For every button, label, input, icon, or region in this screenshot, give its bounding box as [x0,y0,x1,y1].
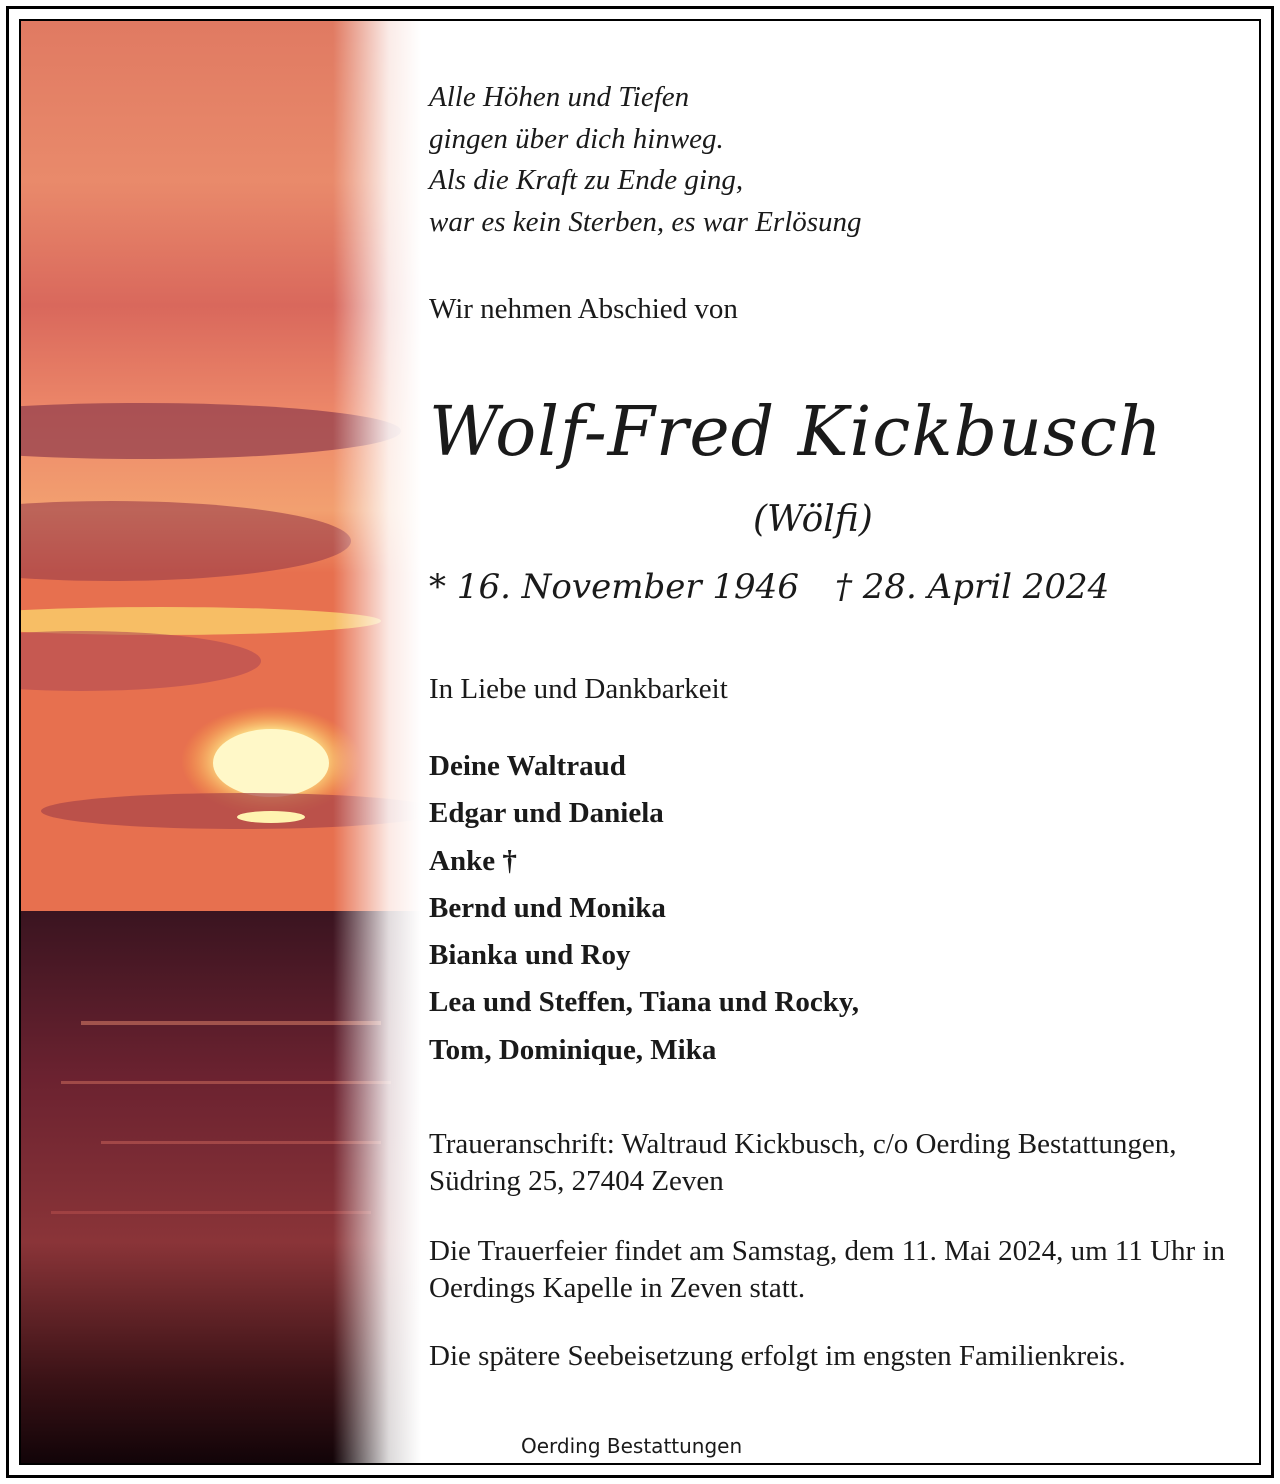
burial-info: Die spätere Seebeisetzung erfolgt im engsten Familienkreis. [429,1340,1126,1372]
mourning-address: Traueranschrift: Waltraud Kickbusch, c/o Oerding Bestattungen, Südring 25, 27404 Zeven [429,1128,1177,1197]
family-list [429,743,859,1074]
family-member: Anke † [429,844,517,877]
deceased-name: Wolf-Fred Kickbusch [429,393,1163,472]
family-member: Deine Waltraud [429,750,626,782]
poem-line: gingen über dich hinweg. [429,122,724,155]
sunset-image [21,21,421,1463]
obituary-card [19,19,1261,1465]
poem-line: Als die Kraft zu Ende ging, [429,164,744,196]
poem [429,77,862,243]
ceremony-info: Die Trauerfeier findet am Samstag, dem 11. Mai 2024, um 11 Uhr in Oerdings Kapelle in Zeven statt. [429,1235,1226,1304]
family-member: Bianka und Roy [429,939,631,972]
family-member: Edgar und Daniela [429,797,664,830]
sunset-sea-photo [21,21,421,1463]
deceased-nickname: (Wölfi) [753,499,873,540]
family-member: Lea und Steffen, Tiana und Rocky, [429,986,860,1019]
birth-date: * 16. November 1946 [429,567,799,607]
funeral-home-credit: Oerding Bestattungen [521,1434,743,1458]
life-dates [429,567,1109,607]
poem-line: war es kein Sterben, es war Erlösung [429,205,862,238]
family-member: Bernd und Monika [429,891,666,924]
farewell-intro: Wir nehmen Abschied von [429,293,738,325]
death-date: † 28. April 2024 [834,567,1110,607]
family-member: Tom, Dominique, Mika [429,1033,717,1066]
thanks-line: In Liebe und Dankbarkeit [429,673,728,705]
poem-line: Alle Höhen und Tiefen [429,81,690,113]
obituary-frame [6,6,1274,1478]
